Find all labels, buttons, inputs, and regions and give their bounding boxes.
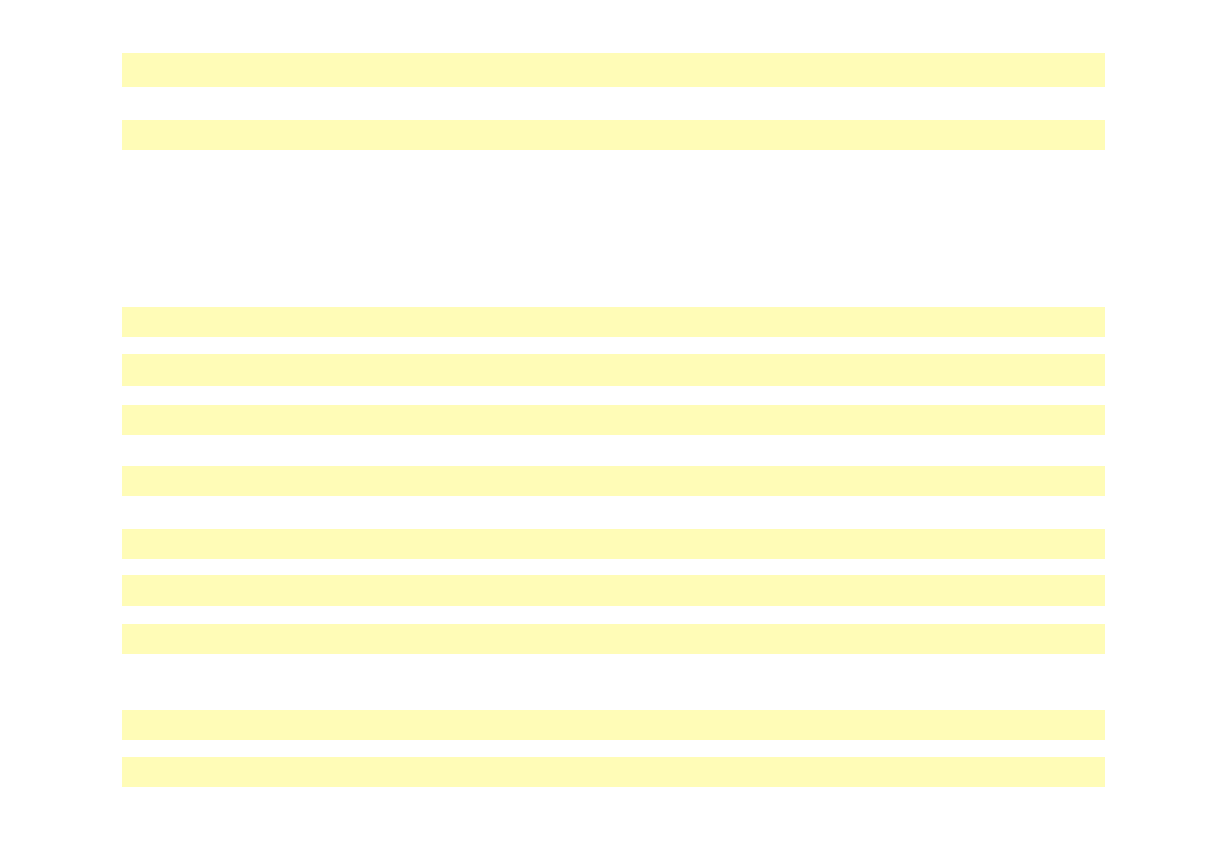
header-band [122,53,1105,87]
event-band [122,710,1105,740]
event-band [122,575,1105,606]
event-band [122,405,1105,435]
event-band [122,624,1105,654]
bottom-border [45,796,1185,854]
event-band [122,466,1105,496]
event-band [122,529,1105,559]
top-border [45,6,1185,50]
event-band [122,354,1105,386]
event-band [122,757,1105,787]
event-band [122,307,1105,337]
event-band [122,120,1105,150]
